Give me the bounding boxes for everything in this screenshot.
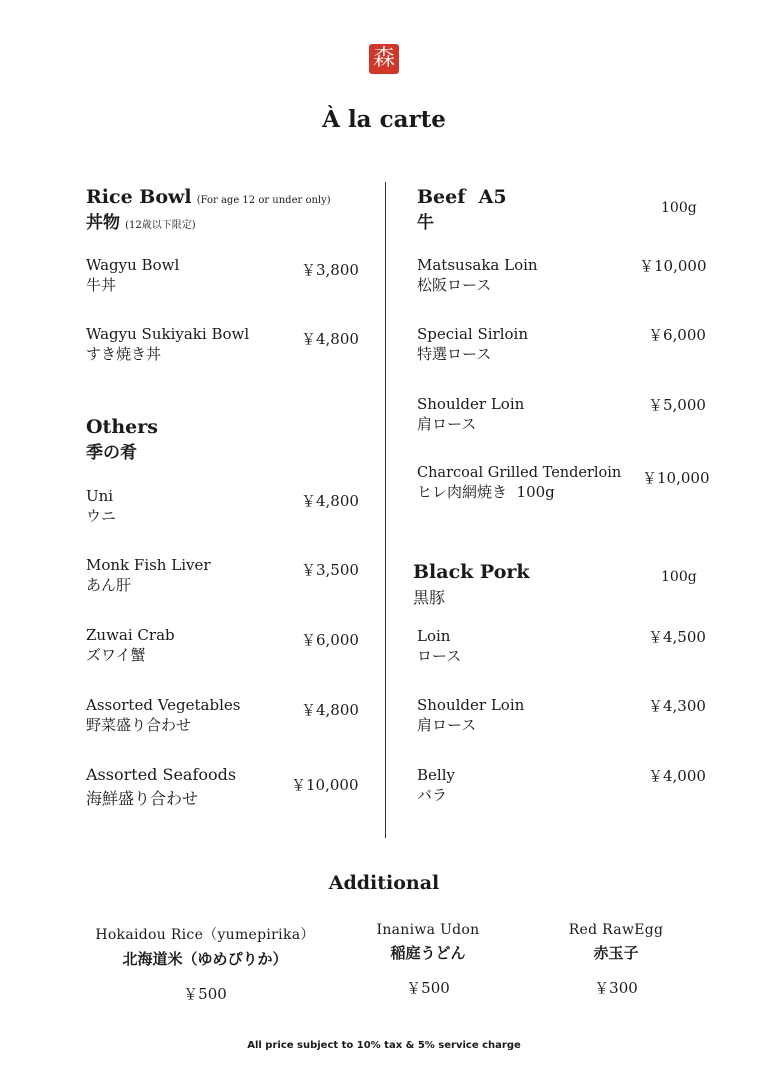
additional-price: ￥500	[406, 979, 450, 997]
menu-item	[86, 487, 116, 526]
menu-item	[86, 696, 240, 735]
menu-item	[417, 696, 524, 735]
pork-heading	[413, 561, 530, 608]
item-price: ￥4,500	[648, 628, 706, 646]
item-name-ja: ズワイ蟹	[86, 646, 146, 664]
additional-price: ￥500	[183, 985, 227, 1003]
item-name-en: Charcoal Grilled Tenderloin	[417, 465, 622, 481]
item-name-en: Special Sirloin	[417, 325, 528, 343]
rice-bowl-title-ja: 丼物	[86, 213, 120, 233]
menu-item	[417, 766, 455, 805]
beef-title-en: Beef A5	[417, 186, 507, 208]
item-name-ja: ウニ	[86, 507, 117, 525]
menu-item	[86, 325, 249, 364]
item-price: ￥4,800	[301, 701, 359, 719]
item-name-en: Shoulder Loin	[417, 395, 525, 413]
item-name-ja: 肩ロース	[417, 716, 477, 734]
others-title-en: Others	[86, 416, 158, 438]
rice-bowl-note-en: (For age 12 or under only)	[196, 195, 331, 206]
pork-unit: 100g	[661, 569, 697, 585]
item-name-ja: バラ	[417, 786, 448, 804]
menu-item	[417, 256, 538, 295]
item-name-en: Belly	[417, 766, 455, 784]
item-name-en: Wagyu Bowl	[86, 256, 180, 274]
item-name-ja: すき焼き丼	[86, 345, 162, 363]
additional-item	[318, 922, 538, 998]
menu-item	[417, 627, 461, 666]
others-title-ja: 季の肴	[86, 443, 137, 463]
item-price: ￥6,000	[301, 631, 359, 649]
menu-item	[417, 465, 621, 502]
additional-item	[506, 922, 726, 998]
additional-title: Additional	[328, 872, 440, 894]
item-name-en: Uni	[86, 487, 114, 505]
item-name-en: Assorted Seafoods	[86, 765, 237, 784]
item-price: ￥10,000	[291, 776, 359, 794]
beef-title-ja: 牛	[417, 213, 434, 233]
item-name-ja: 特選ロース	[417, 345, 492, 363]
additional-name-ja: 稲庭うどん	[390, 944, 466, 962]
additional-name-en: Hokaidou Rice（yumepirika）	[95, 927, 315, 943]
item-price: ￥10,000	[642, 469, 710, 487]
menu-item	[417, 325, 528, 364]
item-name-en: Shoulder Loin	[417, 696, 525, 714]
item-price: ￥3,800	[301, 261, 359, 279]
item-price: ￥10,000	[639, 257, 707, 275]
item-name-ja: 海鮮盛り合わせ	[86, 789, 199, 808]
item-price: ￥4,000	[648, 767, 706, 785]
item-name-en: Wagyu Sukiyaki Bowl	[86, 325, 250, 343]
page-title: À la carte	[322, 106, 446, 133]
menu-item	[417, 395, 524, 434]
rice-bowl-note-ja: (12歳以下限定)	[125, 220, 196, 231]
item-name-en: Loin	[417, 627, 451, 645]
item-price: ￥4,300	[648, 697, 706, 715]
item-name-en: Monk Fish Liver	[86, 556, 211, 574]
item-price: ￥3,500	[301, 561, 359, 579]
item-name-ja: ロース	[417, 647, 462, 665]
menu-item	[86, 556, 211, 595]
additional-name-ja: 北海道米（ゆめぴりか）	[122, 950, 288, 968]
additional-name-ja: 赤玉子	[593, 944, 639, 962]
item-name-ja: ヒレ肉網焼き 100g	[417, 483, 555, 501]
item-name-ja: 松阪ロース	[417, 276, 492, 294]
item-price: ￥5,000	[648, 396, 706, 414]
additional-name-en: Inaniwa Udon	[376, 922, 480, 938]
rice-bowl-title-en: Rice Bowl	[86, 186, 192, 208]
item-name-ja: 肩ロース	[417, 415, 477, 433]
item-name-ja: 野菜盛り合わせ	[86, 716, 192, 734]
additional-name-en: Red RawEgg	[568, 922, 664, 938]
item-name-ja: あん肝	[86, 576, 132, 594]
beef-heading	[417, 186, 507, 233]
item-name-en: Assorted Vegetables	[86, 696, 241, 714]
footer-note: All price subject to 10% tax & 5% service charge	[247, 1040, 521, 1051]
additional-price: ￥300	[594, 979, 638, 997]
additional-item	[95, 924, 315, 1004]
beef-unit: 100g	[661, 200, 697, 216]
item-name-ja: 牛丼	[86, 276, 117, 294]
item-price: ￥6,000	[648, 326, 706, 344]
column-divider	[385, 182, 386, 838]
item-name-en: Matsusaka Loin	[417, 256, 538, 274]
rice-bowl-heading	[86, 186, 331, 233]
menu-item	[86, 256, 179, 295]
logo-seal: 森	[369, 44, 399, 74]
item-price: ￥4,800	[301, 330, 359, 348]
item-price: ￥4,800	[301, 492, 359, 510]
pork-title-en: Black Pork	[413, 561, 530, 583]
others-heading	[86, 416, 158, 463]
menu-item	[86, 765, 236, 809]
menu-item	[86, 626, 175, 665]
pork-title-ja: 黒豚	[413, 588, 446, 607]
item-name-en: Zuwai Crab	[86, 626, 175, 644]
